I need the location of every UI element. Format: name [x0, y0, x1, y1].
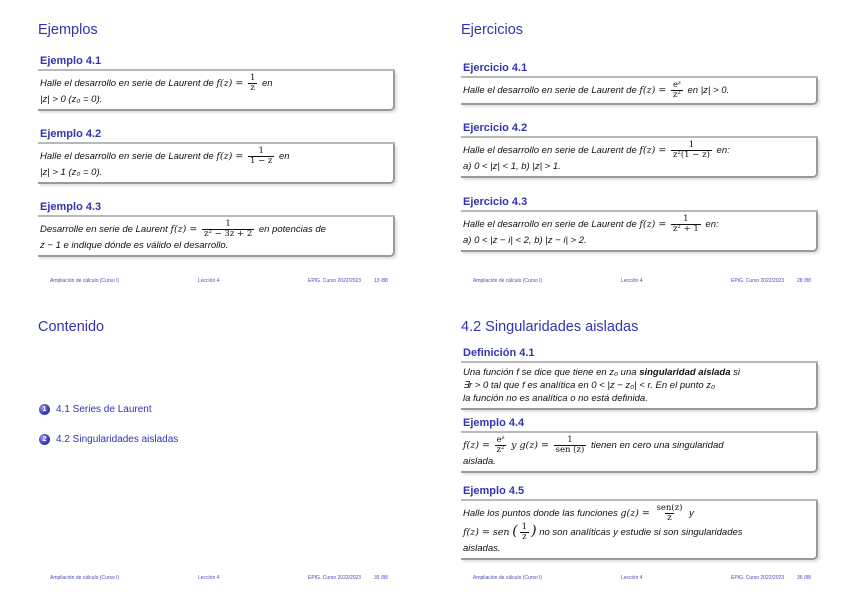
formula-lhs: f(z) = [639, 219, 667, 231]
block-heading: Ejercicio 4.1 [461, 62, 818, 78]
example-block-4-4 [461, 417, 818, 473]
formula-lhs: f(z) = [216, 151, 244, 163]
exercise-block-4-1 [461, 62, 818, 105]
toc-label: 4.2 Singularidades aisladas [56, 434, 179, 445]
formula-text: y g(z) = [511, 440, 549, 452]
slide-title: Ejercicios [461, 22, 524, 38]
block-text: Una función f se dice que tiene en z₀ una [463, 367, 637, 378]
footer-course: Ampliación de cálculo (Curso I) [50, 278, 120, 284]
block-line: ∃r > 0 tal que f es analítica en 0 < |z − z₀| < r. En el punto z₀ [463, 380, 716, 391]
block-body [461, 433, 818, 473]
slide-singularidades-aisladas [445, 307, 840, 589]
block-heading: Ejemplo 4.5 [461, 485, 818, 501]
block-text: si [733, 367, 741, 378]
numerator: sen(z) [656, 503, 683, 513]
numerator: 1 [688, 140, 695, 150]
block-heading: Ejemplo 4.1 [38, 55, 395, 71]
block-heading: Ejemplo 4.3 [38, 201, 395, 217]
block-body [38, 71, 395, 111]
slide-title: Ejemplos [38, 22, 98, 38]
block-text: Halle el desarrollo en serie de Laurent de [463, 219, 637, 231]
footer-course: Ampliación de cálculo (Curso I) [50, 575, 120, 581]
block-line [463, 436, 812, 455]
numerator: 1 [225, 219, 231, 229]
fraction [671, 141, 712, 160]
block-text: Halle los puntos donde las funciones [463, 508, 618, 520]
block-heading: Definición 4.1 [461, 347, 818, 363]
footer-school: EPIG. Curso 2022/2023 [731, 575, 785, 581]
block-text: Halle el desarrollo en serie de Laurent de [463, 85, 637, 97]
footer-page-number: 36 /88 [797, 575, 811, 581]
toc-label: 4.1 Series de Laurent [56, 404, 152, 415]
slide-footer [445, 278, 840, 288]
block-line [463, 366, 812, 379]
denominator: z² [672, 90, 681, 100]
slide-ejemplos [22, 10, 417, 292]
block-text: en |z| > 0. [687, 85, 730, 97]
paren-close: ) [531, 523, 537, 540]
toc-number-ball: 2 [39, 434, 50, 445]
slide-ejercicios [445, 10, 840, 292]
example-block-4-3 [38, 201, 395, 257]
footer-page-number: 13 /88 [374, 278, 388, 284]
numerator: eᶻ [672, 80, 681, 90]
toc-number-ball: 1 [39, 404, 50, 415]
denominator: z [667, 513, 672, 523]
block-line [463, 504, 812, 523]
block-line: |z| > 0 (z₀ = 0). [40, 94, 103, 105]
slide-footer [22, 575, 417, 585]
fraction [655, 504, 685, 523]
block-text: no son analíticas y estudie si son singularidades [539, 527, 743, 539]
block-line: la función no es analítica o no está definida. [463, 393, 648, 404]
block-body [461, 78, 818, 105]
denominator: z² − 3z + 2 [204, 229, 253, 239]
example-block-4-2 [38, 128, 395, 184]
numerator: 1 [567, 435, 573, 445]
footer-page-number: 28 /88 [797, 278, 811, 284]
block-line [463, 523, 812, 542]
example-block-4-1 [38, 55, 395, 111]
block-line [40, 147, 389, 166]
block-heading: Ejercicio 4.2 [461, 122, 818, 138]
block-heading: Ejemplo 4.2 [38, 128, 395, 144]
formula-lhs: f(z) = [639, 85, 667, 97]
block-line: aislada. [463, 456, 496, 467]
fraction [248, 147, 274, 166]
block-text: en: [716, 145, 730, 157]
footer-lesson: Lección 4 [621, 575, 643, 581]
block-line: z − 1 e indique dónde es válido el desarrollo. [40, 240, 229, 251]
footer-lesson: Lección 4 [198, 575, 220, 581]
exercise-block-4-2 [461, 122, 818, 178]
fraction [520, 523, 529, 542]
block-line: a) 0 < |z| < 1, b) |z| > 1. [463, 161, 561, 172]
block-line [463, 141, 812, 160]
example-block-4-5 [461, 485, 818, 560]
block-heading: Ejemplo 4.4 [461, 417, 818, 433]
footer-lesson: Lección 4 [621, 278, 643, 284]
slide-title: 4.2 Singularidades aisladas [461, 319, 639, 335]
denominator: z [250, 83, 255, 93]
denominator: z²(1 − z) [672, 150, 710, 160]
bold-term: singularidad aislada [639, 367, 731, 378]
block-text: en [279, 151, 290, 163]
paren-open: ( [512, 523, 518, 540]
footer-school: EPIG. Curso 2022/2023 [308, 575, 362, 581]
toc-item-singularidades-aisladas[interactable] [39, 434, 178, 445]
formula-lhs: f(z) = [216, 78, 244, 90]
fraction [248, 74, 257, 93]
denominator: 1 − z [249, 156, 273, 166]
block-text: en [262, 78, 273, 90]
slide-footer [445, 575, 840, 585]
footer-school: EPIG. Curso 2022/2023 [308, 278, 362, 284]
block-line: a) 0 < |z − i| < 2, b) |z − i| > 2. [463, 235, 587, 246]
footer-course: Ampliación de cálculo (Curso I) [473, 575, 543, 581]
footer-page-number: 35 /88 [374, 575, 388, 581]
formula-lhs: f(z) = [170, 224, 198, 236]
fraction [495, 436, 507, 455]
numerator: 1 [683, 214, 689, 224]
block-body [461, 138, 818, 178]
block-text: y [689, 508, 694, 520]
formula-lhs: g(z) = [620, 508, 650, 520]
exercise-block-4-3 [461, 196, 818, 252]
block-text: tienen en cero una singularidad [590, 440, 724, 452]
block-text: Desarrolle en serie de Laurent [40, 224, 168, 236]
block-body [461, 363, 818, 410]
slide-title: Contenido [38, 319, 105, 335]
block-text: Halle el desarrollo en serie de Laurent de [463, 145, 637, 157]
block-line: |z| > 1 (z₀ = 0). [40, 167, 103, 178]
formula-lhs: f(z) = [639, 145, 667, 157]
footer-lesson: Lección 4 [198, 278, 220, 284]
definition-block-4-1 [461, 347, 818, 410]
numerator: eᶻ [496, 435, 505, 445]
denominator: z [522, 532, 527, 542]
footer-school: EPIG. Curso 2022/2023 [731, 278, 785, 284]
block-text: Halle el desarrollo en serie de Laurent de [40, 78, 214, 90]
block-line [40, 74, 389, 93]
block-text: en: [705, 219, 719, 231]
block-text: Halle el desarrollo en serie de Laurent de [40, 151, 214, 163]
block-text: en potencias de [258, 224, 326, 236]
block-line: aisladas. [463, 543, 501, 554]
footer-course: Ampliación de cálculo (Curso I) [473, 278, 543, 284]
denominator: z² [496, 445, 505, 455]
block-body [461, 212, 818, 252]
numerator: 1 [258, 146, 264, 156]
block-body [38, 144, 395, 184]
block-body [461, 501, 818, 560]
denominator: z² + 1 [672, 224, 699, 234]
fraction [671, 81, 683, 100]
numerator: 1 [521, 522, 528, 532]
numerator: 1 [249, 73, 256, 83]
fraction [671, 215, 701, 234]
block-line [463, 81, 812, 100]
fraction [202, 220, 254, 239]
block-body [38, 217, 395, 257]
slide-footer [22, 278, 417, 288]
denominator: sen (z) [555, 445, 585, 455]
fraction [554, 436, 587, 455]
toc-item-series-de-laurent[interactable] [39, 404, 152, 415]
formula-lhs: f(z) = [463, 440, 490, 452]
formula-lhs: f(z) = sen [463, 527, 510, 539]
block-heading: Ejercicio 4.3 [461, 196, 818, 212]
block-line [463, 215, 812, 234]
block-line [40, 220, 389, 239]
slide-contenido [22, 307, 417, 589]
